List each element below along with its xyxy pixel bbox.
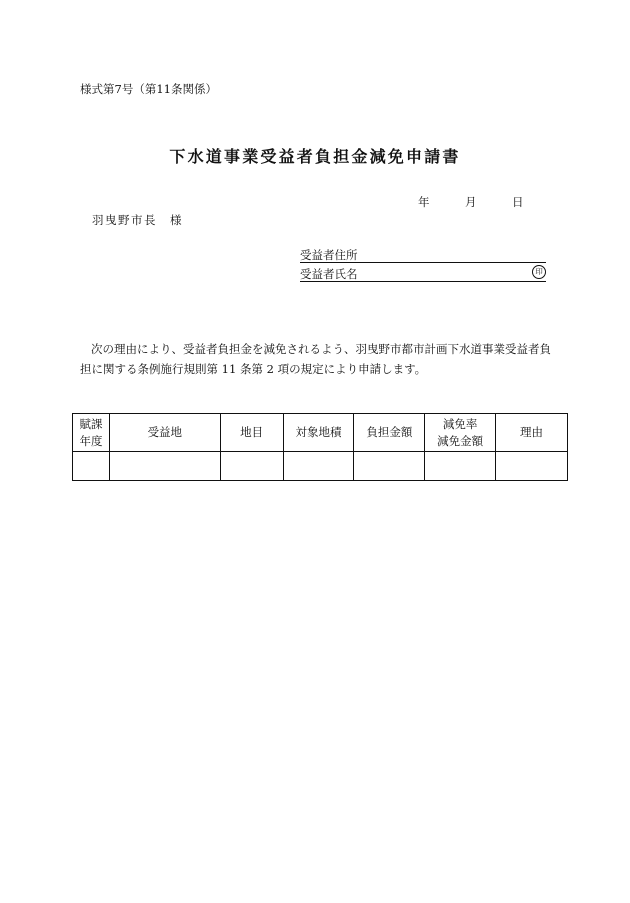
date-day-label: 日 bbox=[512, 195, 524, 209]
applicant-address-field[interactable] bbox=[300, 247, 546, 263]
cell-charge-amount[interactable] bbox=[354, 452, 425, 481]
header-tax-year-line2: 年度 bbox=[79, 433, 103, 448]
application-statement: 次の理由により、受益者負担金を減免されるよう、羽曳野市都市計画下水道事業受益者負担に関する条例施行規則第 11 条第 2 項の規定により申請します。 bbox=[80, 342, 551, 376]
date-month-label: 月 bbox=[465, 195, 477, 209]
cell-land-category[interactable] bbox=[220, 452, 283, 481]
header-target-area: 対象地積 bbox=[283, 414, 354, 452]
header-tax-year bbox=[73, 414, 110, 452]
reduction-details-table bbox=[72, 413, 568, 481]
cell-reduction[interactable] bbox=[425, 452, 496, 481]
header-reason: 理由 bbox=[496, 414, 568, 452]
applicant-name-field[interactable] bbox=[300, 266, 546, 282]
table-row bbox=[73, 452, 568, 481]
cell-target-area[interactable] bbox=[283, 452, 354, 481]
header-beneficiary-land: 受益地 bbox=[109, 414, 220, 452]
header-reduction-line1: 減免率 bbox=[442, 416, 478, 431]
addressee: 羽曳野市長 様 bbox=[92, 213, 183, 227]
header-land-category: 地目 bbox=[220, 414, 283, 452]
header-reduction bbox=[425, 414, 496, 452]
seal-mark-icon: 印 bbox=[532, 265, 546, 279]
header-tax-year-line1: 賦課 bbox=[79, 416, 103, 431]
header-charge-amount: 負担金額 bbox=[354, 414, 425, 452]
form-number: 様式第7号（第11条関係） bbox=[80, 82, 217, 96]
date-year-label: 年 bbox=[418, 195, 430, 209]
header-reduction-line2: 減免金額 bbox=[437, 433, 484, 448]
cell-beneficiary-land[interactable] bbox=[109, 452, 220, 481]
document-title: 下水道事業受益者負担金減免申請書 bbox=[169, 147, 461, 166]
cell-tax-year[interactable] bbox=[73, 452, 110, 481]
cell-reason[interactable] bbox=[496, 452, 568, 481]
applicant-name-label: 受益者氏名 bbox=[300, 267, 358, 281]
applicant-address-label: 受益者住所 bbox=[300, 248, 358, 262]
table-header-row bbox=[73, 414, 568, 452]
